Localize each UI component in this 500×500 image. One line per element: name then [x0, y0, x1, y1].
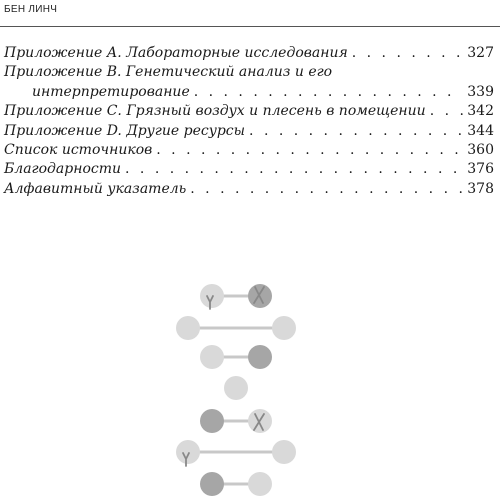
- toc-entry-title: Приложение А. Лабораторные исследования: [4, 45, 348, 61]
- toc-entry-title: Алфавитный указатель: [4, 180, 187, 197]
- dna-node: [272, 440, 296, 464]
- toc-entry-title: Благодарности: [4, 161, 122, 178]
- toc-entry-page: 378: [467, 180, 494, 197]
- chromosome-marks: [183, 287, 264, 466]
- toc-entry-page: 342: [467, 103, 494, 120]
- dna-node: [200, 409, 224, 433]
- toc-entry-page: 360: [467, 142, 494, 159]
- dna-node: [248, 472, 272, 496]
- toc-entry-title: Приложение С. Грязный воздух и плесень в помещении: [4, 103, 426, 120]
- toc-entry-page: 344: [467, 122, 494, 139]
- dna-node: [176, 440, 200, 464]
- dna-nodes: [176, 284, 296, 496]
- toc-entry-title: Приложение В. Генетический анализ и его: [4, 64, 333, 81]
- dna-node: [200, 345, 224, 369]
- dna-node: [248, 345, 272, 369]
- toc-entry-page: 339: [467, 83, 494, 100]
- dna-node: [200, 472, 224, 496]
- toc-entry-title: интерпретирование: [32, 83, 190, 100]
- toc-entry-title: Приложение D. Другие ресурсы: [4, 122, 246, 139]
- toc-entry-title: Список источников: [4, 142, 153, 159]
- toc-entry-page: 376: [467, 161, 494, 178]
- toc-entry-page: 327: [467, 45, 494, 61]
- dna-node: [272, 316, 296, 340]
- running-header: БЕН ЛИНЧ: [4, 4, 58, 15]
- dna-node: [176, 316, 200, 340]
- dna-node: [224, 376, 248, 400]
